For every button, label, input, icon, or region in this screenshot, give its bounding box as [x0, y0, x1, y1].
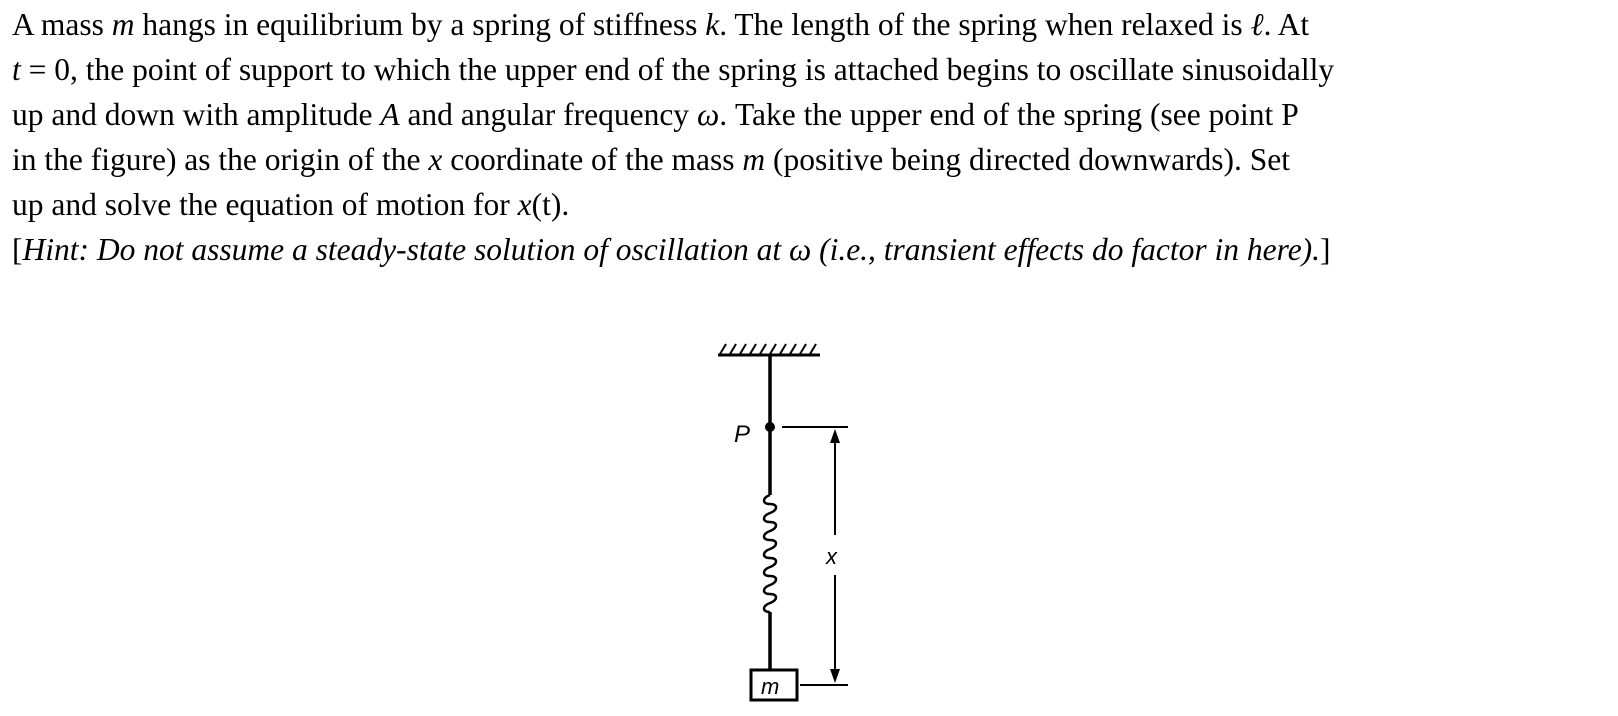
text-run: (positive being directed downwards). Set	[765, 142, 1291, 177]
text-run: A mass	[12, 7, 112, 42]
math-x: x	[517, 187, 532, 222]
math-paren-t: (t)	[531, 187, 562, 222]
math-eq: = 0	[20, 52, 71, 87]
mass-label: m	[761, 674, 780, 699]
ceiling-support	[718, 344, 820, 355]
text-run: and angular frequency	[399, 97, 697, 132]
text-run: .	[561, 187, 570, 222]
text-run: in the figure) as the origin of the	[12, 142, 429, 177]
distance-dimension	[782, 427, 848, 685]
distance-label: x	[826, 544, 837, 569]
text-run: , the point of support to which the upper end of the spring is attached begins to oscillate sinusoidally	[70, 52, 1335, 87]
math-omega: ω	[696, 97, 720, 132]
arrow-up-icon	[830, 429, 840, 443]
point-p-label: P	[734, 421, 751, 448]
text-run: coordinate of the mass	[442, 142, 743, 177]
hint-text: Hint: Do not assume a steady-state solution of oscillation at ω (i.e., transient effects do factor in here).	[22, 232, 1321, 267]
point-p-marker	[765, 422, 775, 432]
hint-bracket: ]	[1320, 232, 1331, 267]
hint-bracket: [	[12, 232, 23, 267]
math-m: m	[742, 142, 766, 177]
math-ell: ℓ	[1250, 7, 1264, 42]
math-k: k	[705, 7, 720, 42]
text-run: . The length of the spring when relaxed is	[719, 7, 1251, 42]
math-m: m	[111, 7, 135, 42]
spring-icon	[764, 495, 776, 612]
arrow-down-icon	[830, 669, 840, 683]
text-run: up and down with amplitude	[12, 97, 381, 132]
text-run: up and solve the equation of motion for	[12, 187, 518, 222]
math-A: A	[380, 97, 400, 132]
math-x: x	[428, 142, 443, 177]
math-t: t	[12, 52, 21, 87]
text-run: . At	[1263, 7, 1310, 42]
text-run: . Take the upper end of the spring (see point P	[719, 97, 1299, 132]
text-run: hangs in equilibrium by a spring of stiffness	[134, 7, 706, 42]
